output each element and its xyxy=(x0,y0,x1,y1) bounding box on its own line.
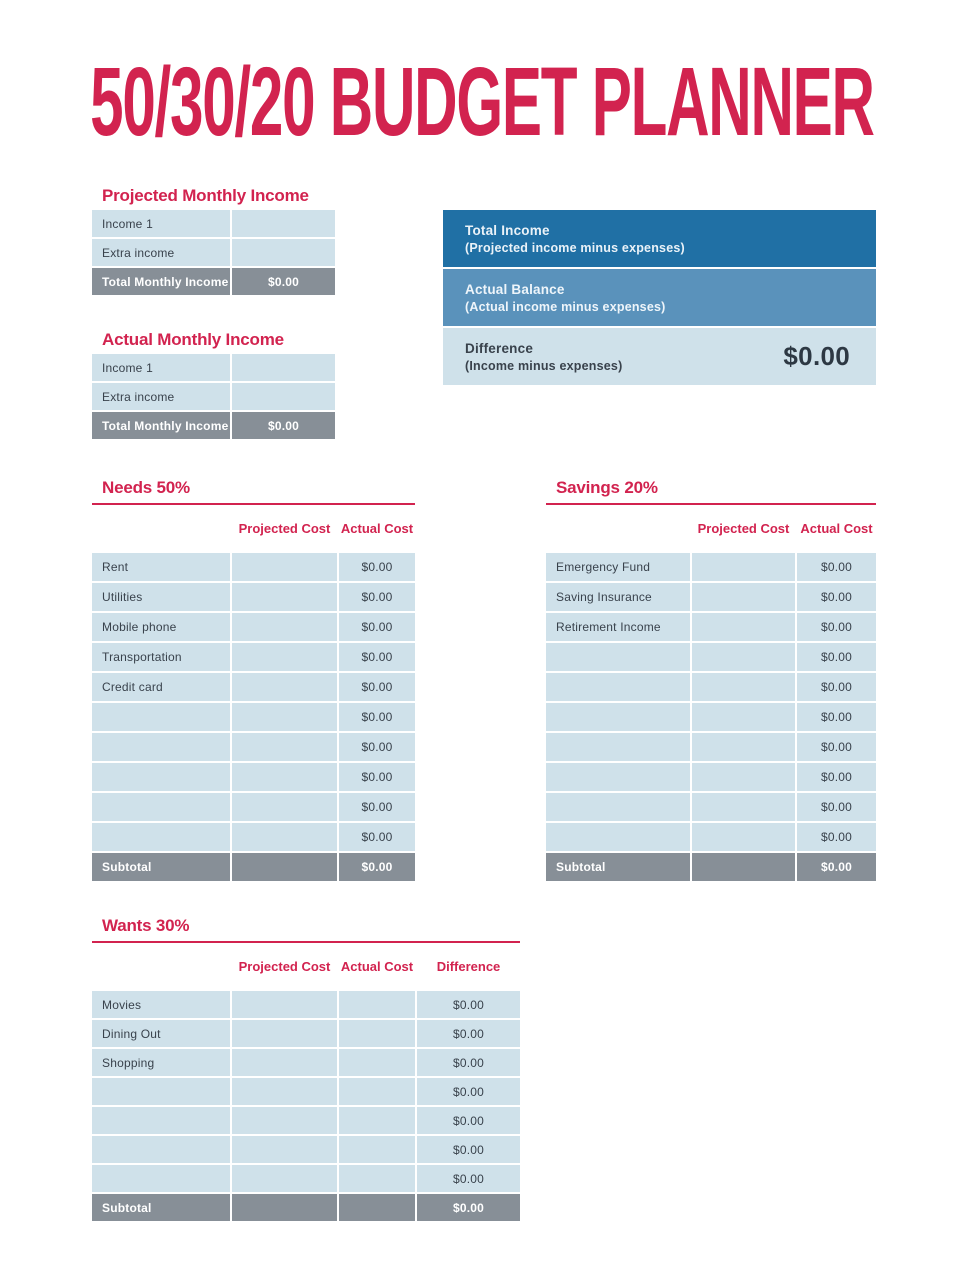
needs-heading: Needs 50% xyxy=(102,478,190,497)
actual-cost-cell[interactable] xyxy=(339,1165,415,1192)
summary-row-difference xyxy=(443,328,876,385)
actual-cost-cell: $0.00 xyxy=(797,823,876,851)
wants-table xyxy=(92,991,520,1192)
table-row xyxy=(546,643,876,671)
row-label: Transportation xyxy=(92,643,230,671)
row-label: Shopping xyxy=(92,1049,230,1076)
subtotal-difference-cell: $0.00 xyxy=(417,1194,520,1221)
wants-section xyxy=(92,916,520,1221)
col-header-actual-cost: Actual Cost xyxy=(800,520,873,536)
subtotal-row xyxy=(92,1194,520,1221)
projected-cost-cell[interactable] xyxy=(232,613,337,641)
difference-cell: $0.00 xyxy=(417,1107,520,1134)
row-label xyxy=(546,673,690,701)
row-label xyxy=(546,763,690,791)
actual-income-heading: Actual Monthly Income xyxy=(102,330,284,349)
subtotal-projected-cell xyxy=(692,853,795,881)
table-row xyxy=(546,553,876,581)
row-label xyxy=(92,793,230,821)
subtotal-actual-cell: $0.00 xyxy=(339,853,415,881)
actual-cost-cell: $0.00 xyxy=(797,583,876,611)
income-value-cell[interactable] xyxy=(232,210,335,237)
wants-column-headers xyxy=(92,948,520,986)
actual-cost-cell: $0.00 xyxy=(339,643,415,671)
row-label xyxy=(92,1078,230,1105)
table-row xyxy=(546,703,876,731)
row-label: Income 1 xyxy=(92,354,230,381)
total-row-label: Total Monthly Income xyxy=(92,268,230,295)
difference-cell: $0.00 xyxy=(417,1078,520,1105)
projected-cost-cell[interactable] xyxy=(232,673,337,701)
col-header-actual-cost: Actual Cost xyxy=(340,958,414,974)
row-label: Credit card xyxy=(92,673,230,701)
savings-column-headers xyxy=(546,510,876,548)
row-label xyxy=(546,703,690,731)
projected-cost-cell[interactable] xyxy=(232,1136,337,1163)
row-label: Utilities xyxy=(92,583,230,611)
row-label: Movies xyxy=(92,991,230,1018)
projected-cost-cell[interactable] xyxy=(692,733,795,761)
difference-cell: $0.00 xyxy=(417,1165,520,1192)
projected-cost-cell[interactable] xyxy=(692,763,795,791)
income-value-cell[interactable] xyxy=(232,383,335,410)
table-row xyxy=(92,733,415,761)
savings-heading: Savings 20% xyxy=(556,478,658,497)
projected-cost-cell[interactable] xyxy=(232,1020,337,1047)
needs-section xyxy=(92,478,415,881)
section-underline xyxy=(92,503,415,505)
actual-cost-cell: $0.00 xyxy=(797,613,876,641)
col-header-projected-cost: Projected Cost xyxy=(238,520,331,536)
summary-row-total-income xyxy=(443,210,876,267)
total-row xyxy=(92,412,335,439)
actual-cost-cell: $0.00 xyxy=(339,613,415,641)
actual-cost-cell: $0.00 xyxy=(339,583,415,611)
projected-cost-cell[interactable] xyxy=(232,703,337,731)
row-label xyxy=(92,1165,230,1192)
projected-income-section xyxy=(92,186,335,295)
projected-cost-cell[interactable] xyxy=(692,703,795,731)
income-value-cell[interactable] xyxy=(232,354,335,381)
col-header-difference: Difference xyxy=(436,958,501,974)
actual-cost-cell: $0.00 xyxy=(339,553,415,581)
total-row xyxy=(92,268,335,295)
actual-cost-cell: $0.00 xyxy=(797,643,876,671)
col-header-projected-cost: Projected Cost xyxy=(697,520,790,536)
page-title-wrap xyxy=(0,46,963,156)
projected-cost-cell[interactable] xyxy=(692,793,795,821)
actual-cost-cell: $0.00 xyxy=(797,673,876,701)
table-row xyxy=(92,1020,520,1047)
projected-cost-cell[interactable] xyxy=(232,1107,337,1134)
summary-row-text xyxy=(465,223,685,255)
needs-column-headers xyxy=(92,510,415,548)
row-label: Saving Insurance xyxy=(546,583,690,611)
summary-panel xyxy=(443,210,876,385)
table-row xyxy=(92,793,415,821)
projected-cost-cell[interactable] xyxy=(692,643,795,671)
projected-cost-cell[interactable] xyxy=(232,1078,337,1105)
table-row xyxy=(92,1165,520,1192)
subtotal-label: Subtotal xyxy=(92,853,230,881)
table-row xyxy=(92,583,415,611)
actual-cost-cell[interactable] xyxy=(339,991,415,1018)
table-row xyxy=(546,583,876,611)
projected-cost-cell[interactable] xyxy=(692,613,795,641)
table-row xyxy=(92,553,415,581)
difference-value: $0.00 xyxy=(783,341,850,371)
projected-cost-cell[interactable] xyxy=(692,583,795,611)
table-row xyxy=(92,673,415,701)
row-label xyxy=(546,643,690,671)
row-label xyxy=(92,763,230,791)
table-row xyxy=(546,823,876,851)
row-label xyxy=(92,1136,230,1163)
row-label xyxy=(546,793,690,821)
summary-row-subtitle: (Actual income minus expenses) xyxy=(465,299,666,314)
subtotal-label: Subtotal xyxy=(546,853,690,881)
difference-cell: $0.00 xyxy=(417,1049,520,1076)
actual-income-table xyxy=(92,354,335,410)
table-row xyxy=(92,210,335,237)
table-row xyxy=(546,673,876,701)
row-label xyxy=(546,733,690,761)
row-label: Dining Out xyxy=(92,1020,230,1047)
wants-heading: Wants 30% xyxy=(102,916,190,935)
needs-table xyxy=(92,553,415,851)
projected-cost-cell[interactable] xyxy=(692,673,795,701)
table-row xyxy=(92,703,415,731)
projected-income-total xyxy=(92,268,335,295)
actual-cost-cell: $0.00 xyxy=(797,733,876,761)
actual-cost-cell: $0.00 xyxy=(339,763,415,791)
table-row xyxy=(92,383,335,410)
needs-subtotal xyxy=(92,853,415,881)
col-header-projected-cost: Projected Cost xyxy=(238,958,331,974)
savings-subtotal xyxy=(546,853,876,881)
actual-cost-cell: $0.00 xyxy=(339,703,415,731)
summary-row-text xyxy=(465,282,666,314)
section-underline xyxy=(92,941,520,943)
subtotal-label: Subtotal xyxy=(92,1194,230,1221)
col-header-actual-cost: Actual Cost xyxy=(340,520,414,536)
table-row xyxy=(92,643,415,671)
projected-cost-cell[interactable] xyxy=(232,583,337,611)
actual-cost-cell: $0.00 xyxy=(797,553,876,581)
actual-cost-cell[interactable] xyxy=(339,1078,415,1105)
summary-row-title: Actual Balance xyxy=(465,281,565,297)
summary-row-title: Difference xyxy=(465,340,534,356)
actual-cost-cell: $0.00 xyxy=(339,823,415,851)
table-row xyxy=(546,733,876,761)
total-value-cell: $0.00 xyxy=(232,268,335,295)
actual-cost-cell: $0.00 xyxy=(797,703,876,731)
difference-cell: $0.00 xyxy=(417,1136,520,1163)
actual-cost-cell[interactable] xyxy=(339,1107,415,1134)
projected-income-heading: Projected Monthly Income xyxy=(102,186,309,205)
row-label: Extra income xyxy=(92,239,230,266)
total-value-cell: $0.00 xyxy=(232,412,335,439)
table-row xyxy=(546,763,876,791)
savings-table xyxy=(546,553,876,851)
table-row xyxy=(92,823,415,851)
difference-cell: $0.00 xyxy=(417,991,520,1018)
projected-cost-cell[interactable] xyxy=(692,823,795,851)
total-row-label: Total Monthly Income xyxy=(92,412,230,439)
row-label xyxy=(92,823,230,851)
row-label xyxy=(546,823,690,851)
summary-row-title: Total Income xyxy=(465,222,550,238)
actual-cost-cell: $0.00 xyxy=(797,793,876,821)
table-row xyxy=(92,991,520,1018)
actual-cost-cell: $0.00 xyxy=(339,793,415,821)
summary-row-actual-balance xyxy=(443,269,876,326)
row-label: Income 1 xyxy=(92,210,230,237)
actual-cost-cell: $0.00 xyxy=(797,763,876,791)
table-row xyxy=(92,1136,520,1163)
subtotal-projected-cell xyxy=(232,1194,337,1221)
row-label xyxy=(92,1107,230,1134)
table-row xyxy=(546,793,876,821)
subtotal-row xyxy=(92,853,415,881)
row-label: Mobile phone xyxy=(92,613,230,641)
summary-row-subtitle: (Income minus expenses) xyxy=(465,358,623,373)
row-label xyxy=(92,703,230,731)
row-label: Extra income xyxy=(92,383,230,410)
actual-cost-cell: $0.00 xyxy=(339,733,415,761)
projected-cost-cell[interactable] xyxy=(692,553,795,581)
page-title: 50/30/20 BUDGET PLANNER xyxy=(89,46,874,156)
row-label: Rent xyxy=(92,553,230,581)
projected-cost-cell[interactable] xyxy=(232,793,337,821)
savings-section xyxy=(546,478,876,881)
subtotal-actual-cell: $0.00 xyxy=(797,853,876,881)
section-underline xyxy=(546,503,876,505)
table-row xyxy=(92,1107,520,1134)
table-row xyxy=(92,763,415,791)
subtotal-projected-cell xyxy=(232,853,337,881)
table-row xyxy=(92,613,415,641)
projected-cost-cell[interactable] xyxy=(232,991,337,1018)
projected-cost-cell[interactable] xyxy=(232,763,337,791)
projected-cost-cell[interactable] xyxy=(232,1165,337,1192)
projected-cost-cell[interactable] xyxy=(232,643,337,671)
actual-cost-cell[interactable] xyxy=(339,1020,415,1047)
table-row xyxy=(92,1078,520,1105)
subtotal-actual-cell xyxy=(339,1194,415,1221)
income-value-cell[interactable] xyxy=(232,239,335,266)
wants-subtotal xyxy=(92,1194,520,1221)
row-label: Retirement Income xyxy=(546,613,690,641)
projected-cost-cell[interactable] xyxy=(232,553,337,581)
table-row xyxy=(546,613,876,641)
actual-cost-cell[interactable] xyxy=(339,1136,415,1163)
projected-cost-cell[interactable] xyxy=(232,823,337,851)
actual-income-total xyxy=(92,412,335,439)
summary-row-text xyxy=(465,341,622,373)
summary-row-subtitle: (Projected income minus expenses) xyxy=(465,240,685,255)
table-row xyxy=(92,354,335,381)
projected-cost-cell[interactable] xyxy=(232,733,337,761)
difference-cell: $0.00 xyxy=(417,1020,520,1047)
actual-cost-cell: $0.00 xyxy=(339,673,415,701)
projected-income-table xyxy=(92,210,335,266)
projected-cost-cell[interactable] xyxy=(232,1049,337,1076)
table-row xyxy=(92,1049,520,1076)
row-label: Emergency Fund xyxy=(546,553,690,581)
actual-cost-cell[interactable] xyxy=(339,1049,415,1076)
row-label xyxy=(92,733,230,761)
subtotal-row xyxy=(546,853,876,881)
actual-income-section xyxy=(92,330,335,439)
table-row xyxy=(92,239,335,266)
